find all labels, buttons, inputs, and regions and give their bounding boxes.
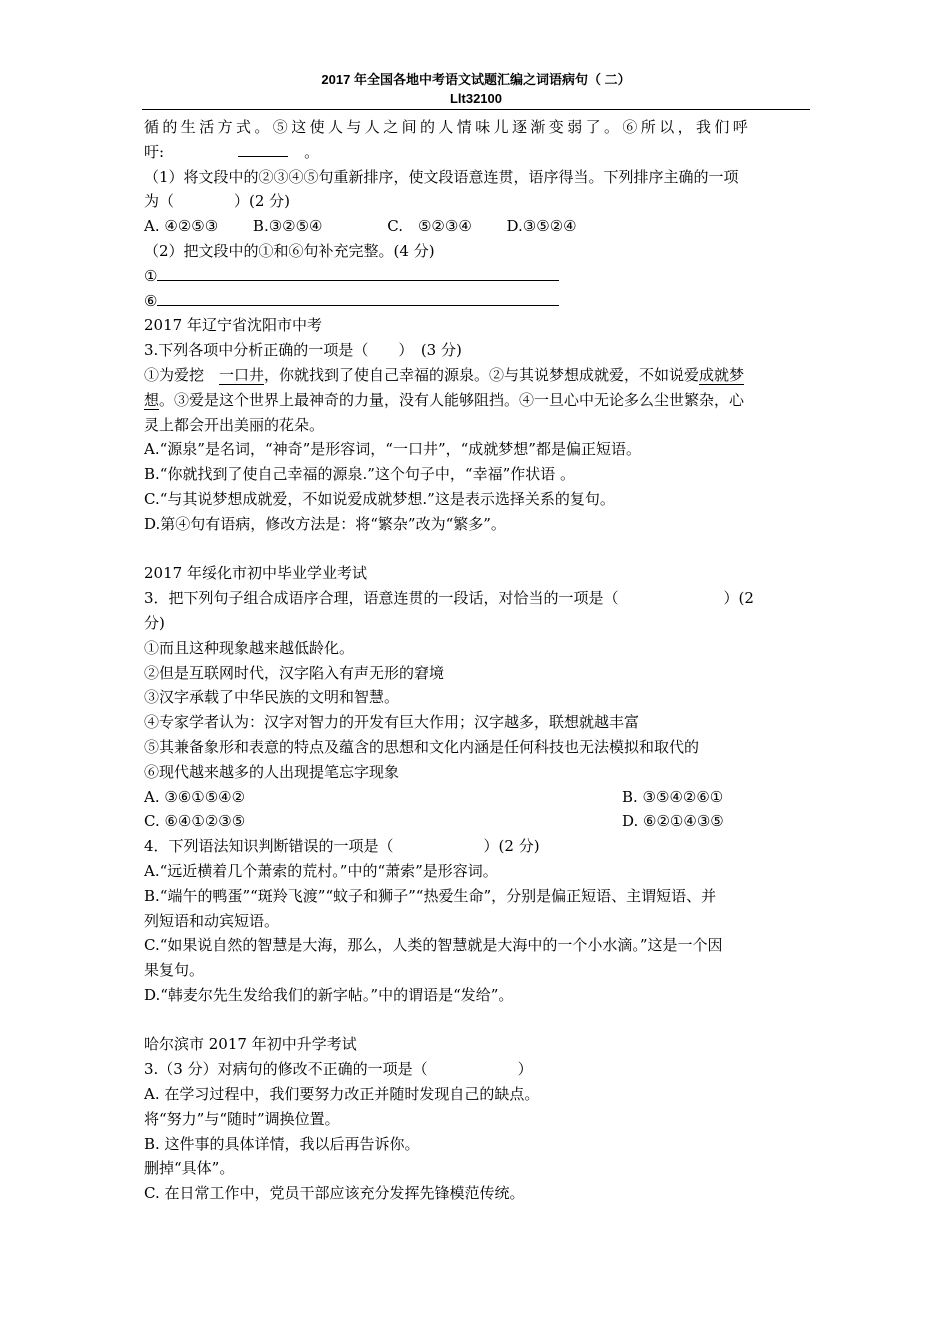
document-title: 2017 年全国各地中考语文试题汇编之词语病句（ 二）: [321, 72, 631, 87]
shenyang-option-b: B.“你就找到了使自己幸福的源泉.”这个句子中，“幸福”作状语 。: [144, 465, 576, 484]
passage-text: ，你就找到了使自己幸福的源泉。②与其说梦想成就爱，不如说爱: [264, 365, 700, 384]
suihua-source: 2017 年绥化市初中毕业学业考试: [144, 564, 367, 583]
suihua-q3-stem-line-1: 3．把下列句子组合成语序合理，语意连贯的一段话，对恰当的一项是（ ）(2: [144, 589, 754, 608]
header-rule: [142, 109, 810, 110]
answer-line[interactable]: [157, 291, 559, 306]
q2-answer-line-2: [144, 289, 808, 314]
passage-text: ①为爱挖: [144, 365, 220, 384]
suihua-q4-c-line-1: C.“如果说自然的智慧是大海，那么，人类的智慧就是大海中的一个小水滴。”这是一个因: [144, 936, 723, 955]
shenyang-stem: 3.下列各项中分析正确的一项是（ ） (3 分): [144, 341, 462, 360]
harbin-option-a: A. 在学习过程中，我们要努力改正并随时发现自己的缺点。: [144, 1085, 540, 1104]
suihua-q3-option-a: A. ③⑥①⑤④②: [144, 787, 246, 806]
harbin-option-b: B. 这件事的具体详情，我以后再告诉你。: [144, 1134, 420, 1153]
underlined-phrase: 一口井: [219, 365, 265, 384]
suihua-sentence: ②但是互联网时代，汉字陷入有声无形的窘境: [144, 663, 445, 682]
intro-line-2: [144, 140, 808, 165]
harbin-stem: 3.（3 分）对病句的修改不正确的一项是（ ）: [144, 1060, 533, 1079]
suihua-q3-stem-line-2: 分): [144, 613, 165, 632]
document-body: [144, 115, 808, 1206]
answer-blank[interactable]: [238, 144, 288, 157]
suihua-sentence: ④专家学者认为：汉字对智力的开发有巨大作用；汉字越多，联想就越丰富: [144, 713, 640, 732]
shenyang-option-d: D.第④句有语病，修改方法是：将“繁杂”改为“繁多”。: [144, 514, 506, 533]
shenyang-source: 2017 年辽宁省沈阳市中考: [144, 316, 322, 335]
underlined-phrase: 成就梦: [699, 365, 745, 384]
intro-line-1: 循的生活方式。⑤这使人与人之间的人情味儿逐渐变弱了。⑥所以，我们呼: [144, 118, 752, 136]
harbin-source: 哈尔滨市 2017 年初中升学考试: [144, 1035, 357, 1054]
q2-stem: （2）把文段中的①和⑥句补充完整。(4 分): [144, 241, 435, 260]
suihua-q3-option-d: D. ⑥②①④③⑤: [622, 812, 724, 831]
underlined-phrase: 想: [144, 390, 160, 409]
suihua-q4-b-line-1: B.“端午的鸭蛋”“斑羚飞渡”“蚊子和狮子”“热爱生命”，分别是偏正短语、主谓短语、并: [144, 886, 717, 905]
shenyang-passage-line-2: [144, 388, 808, 413]
intro-prefix: 吁:: [144, 142, 165, 161]
suihua-q3-option-b: B. ③⑤④②⑥①: [622, 787, 724, 806]
q1-options: A. ④②⑤③ B.③②⑤④ C. ⑤②③④ D.③⑤②④: [144, 217, 577, 236]
harbin-option-b-fix: 删掉“具体”。: [144, 1159, 235, 1178]
q2-answer-line-1: [144, 264, 808, 289]
suihua-q4-d: D.“韩麦尔先生发给我们的新字帖。”中的谓语是“发给”。: [144, 985, 514, 1004]
section-gap: [144, 537, 808, 562]
section-gap: [144, 1008, 808, 1033]
shenyang-passage-line-1: [144, 363, 808, 388]
suihua-q3-options-row-1: [144, 785, 808, 810]
q2-blank-label-2: ⑥: [144, 291, 158, 310]
suihua-sentence: ⑥现代越来越多的人出现提笔忘字现象: [144, 762, 400, 781]
intro-suffix: 。: [304, 142, 320, 161]
suihua-q4-a: A.“远近横着几个萧索的荒村。”中的“萧索”是形容词。: [144, 861, 498, 880]
document-code: Llt32100: [449, 91, 503, 106]
shenyang-passage-line-3: 灵上都会开出美丽的花朵。: [144, 415, 325, 434]
suihua-q3-option-c: C. ⑥④①②③⑤: [144, 812, 246, 831]
q1-stem-line-1: （1）将文段中的②③④⑤句重新排序，使文段语意连贯，语序得当。下列排序主确的一项: [144, 167, 739, 186]
answer-line[interactable]: [157, 266, 559, 281]
harbin-option-c: C. 在日常工作中，党员干部应该充分发挥先锋模范传统。: [144, 1184, 525, 1203]
shenyang-option-a: A.“源泉”是名词，“神奇”是形容词，“一口井”，“成就梦想”都是偏正短语。: [144, 440, 641, 459]
q1-stem-line-2: 为（ ）(2 分): [144, 192, 291, 211]
suihua-q3-options-row-2: [144, 809, 808, 834]
shenyang-option-c: C.“与其说梦想成就爱，不如说爱成就梦想.”这是表示选择关系的复句。: [144, 489, 615, 508]
passage-text: 。③爱是这个世界上最神奇的力量，没有人能够阻挡。④一旦心中无论多么尘世繁杂，心: [159, 390, 745, 409]
suihua-q4-stem: 4．下列语法知识判断错误的一项是（ ）(2 分): [144, 837, 540, 856]
document-header: [142, 70, 810, 108]
suihua-sentence: ⑤其兼备象形和表意的特点及蕴含的思想和文化内涵是任何科技也无法模拟和取代的: [144, 737, 700, 756]
suihua-sentence: ①而且这种现象越来越低龄化。: [144, 638, 355, 657]
suihua-q4-c-line-2: 果复句。: [144, 961, 205, 980]
q2-blank-label-1: ①: [144, 266, 158, 285]
suihua-sentence: ③汉字承载了中华民族的文明和智慧。: [144, 688, 400, 707]
suihua-q4-b-line-2: 列短语和动宾短语。: [144, 911, 280, 930]
harbin-option-a-fix: 将“努力”与“随时”调换位置。: [144, 1109, 340, 1128]
